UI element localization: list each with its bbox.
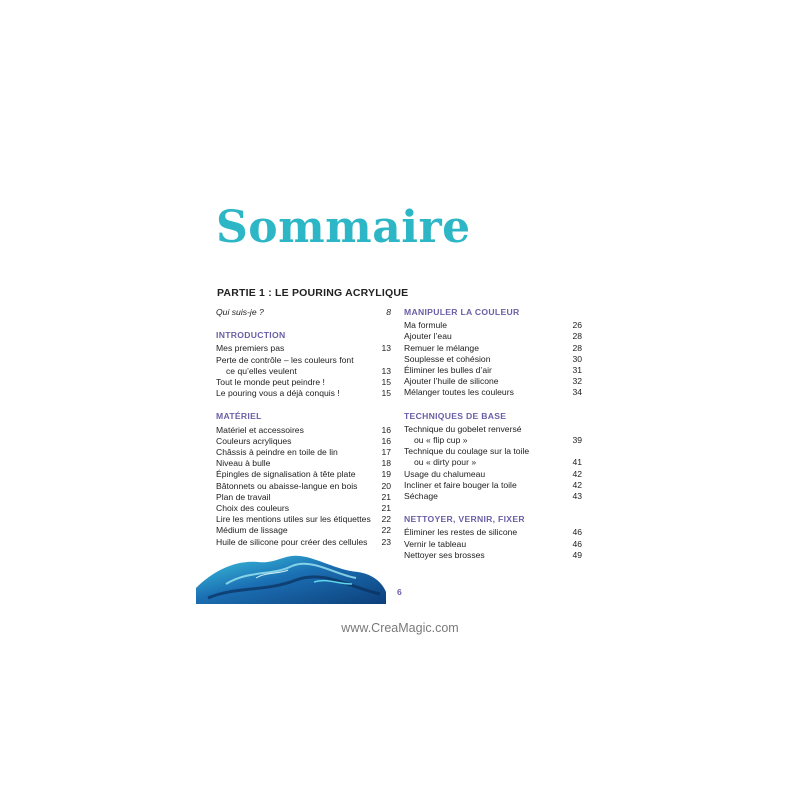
toc-row — [216, 425, 391, 436]
toc-row-text — [216, 388, 377, 399]
toc-row-page: 21 — [381, 491, 391, 502]
toc-row — [216, 436, 391, 447]
toc-row-page: 23 — [381, 536, 391, 547]
toc-row-text — [216, 377, 377, 388]
toc-row-text — [404, 424, 568, 446]
toc-row — [404, 376, 582, 387]
toc-row-page: 46 — [572, 538, 582, 549]
toc-row-page: 39 — [572, 435, 582, 446]
toc-row-text — [216, 447, 377, 458]
toc-row — [404, 354, 582, 365]
toc-row-text — [404, 469, 568, 480]
toc-row-text — [404, 539, 568, 550]
toc-row-page: 34 — [572, 387, 582, 398]
toc-row-title: Nettoyer ses brosses — [404, 549, 485, 560]
toc-row-text — [404, 550, 568, 561]
toc-row — [216, 355, 391, 377]
toc-row — [404, 491, 582, 502]
toc-row-text — [404, 365, 568, 376]
toc-row-page: 17 — [381, 447, 391, 458]
toc-row-page: 49 — [572, 549, 582, 560]
toc-row-title: Perte de contrôle – les couleurs font — [216, 354, 354, 365]
toc-row-text — [404, 376, 568, 387]
toc-row-continuation: ou « dirty pour » — [414, 457, 477, 468]
toc-row-title: Ajouter l’eau — [404, 331, 452, 342]
toc-row-title: Technique du gobelet renversé — [404, 423, 522, 434]
toc-row — [216, 481, 391, 492]
toc-row-title: Matériel et accessoires — [216, 424, 304, 435]
toc-row-title: Médium de lissage — [216, 525, 288, 536]
toc-row-text — [404, 491, 568, 502]
toc-row-page: 42 — [572, 468, 582, 479]
toc-row-title: Mes premiers pas — [216, 343, 285, 354]
toc-row-page: 21 — [381, 503, 391, 514]
toc-row-page: 41 — [572, 457, 582, 468]
toc-row-text — [216, 514, 377, 525]
toc-row-title: Niveau à bulle — [216, 458, 271, 469]
toc-row-text — [216, 525, 377, 536]
toc-row — [216, 343, 391, 354]
toc-row-text — [216, 492, 377, 503]
toc-row-title: Couleurs acryliques — [216, 435, 292, 446]
watermark: www.CreaMagic.com — [341, 621, 459, 635]
toc-row-page: 8 — [386, 307, 391, 317]
toc-row — [404, 469, 582, 480]
toc-row — [404, 387, 582, 398]
toc-row-page: 42 — [572, 479, 582, 490]
toc-row-text — [216, 343, 377, 354]
toc-row — [216, 458, 391, 469]
toc-row-title: Souplesse et cohésion — [404, 353, 491, 364]
toc-row-text — [216, 503, 377, 514]
toc-row-page: 43 — [572, 491, 582, 502]
part-heading: PARTIE 1 : LE POURING ACRYLIQUE — [217, 287, 409, 299]
toc-row — [404, 446, 582, 468]
toc-row-title: Usage du chalumeau — [404, 468, 486, 479]
toc-row-title: Bâtonnets ou abaisse-langue en bois — [216, 480, 358, 491]
toc-row-title: Vernir le tableau — [404, 538, 467, 549]
toc-row-page: 15 — [381, 377, 391, 388]
toc-row — [216, 537, 391, 548]
toc-row — [216, 447, 391, 458]
toc-row-page: 19 — [381, 469, 391, 480]
toc-row-page: 31 — [572, 365, 582, 376]
toc-row-text — [404, 343, 568, 354]
toc-row-page: 46 — [572, 527, 582, 538]
toc-row-page: 28 — [572, 342, 582, 353]
toc-row — [404, 480, 582, 491]
toc-row-text — [216, 458, 377, 469]
toc-column-left — [216, 307, 391, 548]
toc-row-intro — [216, 307, 391, 318]
toc-row-page: 16 — [381, 424, 391, 435]
toc-row — [404, 320, 582, 331]
toc-row — [216, 514, 391, 525]
toc-row-title: Châssis à peindre en toile de lin — [216, 447, 338, 458]
toc-row — [404, 343, 582, 354]
toc-row-page: 32 — [572, 376, 582, 387]
toc-row-title: Le pouring vous a déjà conquis ! — [216, 388, 340, 399]
toc-row-title: Plan de travail — [216, 491, 271, 502]
toc-row-title: Ma formule — [404, 320, 447, 331]
toc-row — [404, 331, 582, 342]
toc-row-title: Technique du coulage sur la toile — [404, 446, 530, 457]
toc-row-title: Mélanger toutes les couleurs — [404, 387, 514, 398]
toc-row — [216, 469, 391, 480]
toc-row-title: Épingles de signalisation à tête plate — [216, 469, 356, 480]
toc-row-text — [216, 481, 377, 492]
toc-row — [216, 503, 391, 514]
toc-row-title: Choix des couleurs — [216, 503, 290, 514]
toc-row-text — [404, 527, 568, 538]
toc-row-text — [404, 387, 568, 398]
toc-row — [216, 388, 391, 399]
toc-row-text: Qui suis-je ? — [216, 307, 264, 317]
toc-row-text — [404, 480, 568, 491]
toc-row-page: 22 — [381, 525, 391, 536]
toc-row-text — [404, 446, 568, 468]
toc-row — [404, 365, 582, 376]
section-heading: TECHNIQUES DE BASE — [404, 410, 507, 421]
toc-row — [216, 492, 391, 503]
toc-row-title: Éliminer les restes de silicone — [404, 527, 518, 538]
toc-row-text — [404, 331, 568, 342]
toc-row-text — [216, 425, 377, 436]
toc-row-title: Séchage — [404, 491, 438, 502]
toc-row-page: 30 — [572, 353, 582, 364]
section-heading: MANIPULER LA COULEUR — [404, 307, 520, 317]
toc-row-page: 26 — [572, 320, 582, 331]
toc-row-page: 18 — [381, 458, 391, 469]
section-heading: INTRODUCTION — [216, 330, 286, 341]
toc-row — [404, 539, 582, 550]
toc-row-title: Incliner et faire bouger la toile — [404, 479, 517, 490]
toc-row-continuation: ou « flip cup » — [414, 435, 468, 446]
toc-row-title: Lire les mentions utiles sur les étiquettes — [216, 514, 371, 525]
toc-row-page: 28 — [572, 331, 582, 342]
toc-row-page: 22 — [381, 514, 391, 525]
toc-row-text — [216, 436, 377, 447]
toc-row-continuation: ce qu’elles veulent — [226, 365, 297, 376]
toc-row-title: Remuer le mélange — [404, 342, 479, 353]
toc-row-page: 20 — [381, 480, 391, 491]
toc-column-right — [404, 307, 582, 561]
toc-row — [404, 550, 582, 561]
toc-row-text — [216, 537, 377, 548]
toc-row-title: Ajouter l’huile de silicone — [404, 376, 499, 387]
toc-row-title: Éliminer les bulles d’air — [404, 365, 492, 376]
marbled-paint-illustration — [196, 548, 386, 604]
toc-row-text — [216, 469, 377, 480]
page-title: Sommaire — [216, 202, 471, 253]
toc-row-page: 13 — [381, 343, 391, 354]
toc-row — [404, 424, 582, 446]
toc-row — [404, 527, 582, 538]
page-number: 6 — [397, 587, 402, 597]
toc-row-title: Huile de silicone pour créer des cellules — [216, 536, 368, 547]
toc-row-text — [404, 320, 568, 331]
section-heading: MATÉRIEL — [216, 411, 262, 422]
toc-row-title: Tout le monde peut peindre ! — [216, 377, 325, 388]
toc-row-page: 16 — [381, 435, 391, 446]
toc-row-text — [404, 354, 568, 365]
toc-row-page: 15 — [381, 388, 391, 399]
toc-row-page: 13 — [381, 365, 391, 376]
toc-row — [216, 525, 391, 536]
toc-row-text — [216, 355, 377, 377]
section-heading: NETTOYER, VERNIR, FIXER — [404, 514, 525, 525]
toc-row — [216, 377, 391, 388]
